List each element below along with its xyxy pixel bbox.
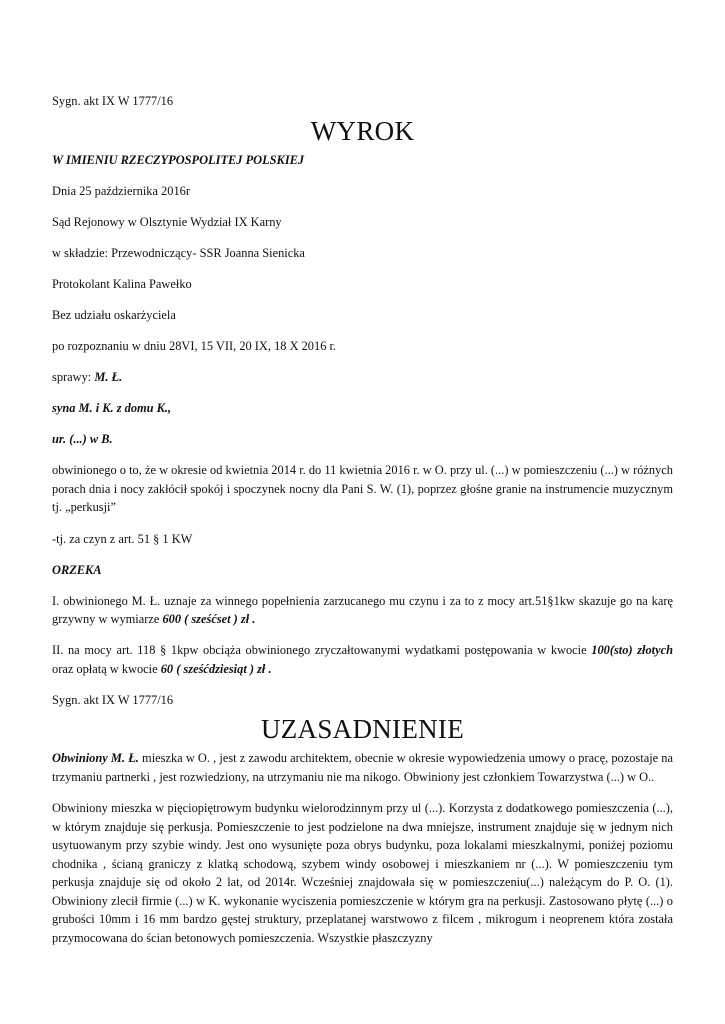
document-subtitle: W IMIENIU RZECZYPOSPOLITEJ POLSKIEJ [52,152,305,167]
ruling-item-1 [52,592,673,629]
justification-defendant: Obwiniony M. Ł. [52,751,139,766]
birth-line: ur. (...) w B. [52,432,113,447]
defendant-name: M. Ł. [94,370,123,385]
case-signature: Sygn. akt IX W 1777/16 [52,94,174,108]
parents-line: syna M. i K. z domu K., [52,401,172,416]
ruling-item-1-fine: 600 ( sześćset ) zł . [162,612,256,627]
ruling-item-2-fee: 60 ( sześćdziesiąt ) zł . [160,661,272,676]
ruling-heading: ORZEKA [52,562,102,577]
document-title: WYROK [310,115,415,146]
ruling-item-2-mid: oraz opłatą w kwocie [52,661,161,676]
justification-p1-text: mieszka w O. , jest z zawodu architektem, obecnie w okresie wypowiedzenia umowy o pracę, pozostaje na trzymaniu partnerki , jest rozwiedziony, na utrzymaniu nie ma nikogo. Obwiniony jest członkiem Towarzystwa (...) w O.. [52,751,673,784]
clerk-line: Protokolant Kalina Pawełko [52,276,192,291]
composition-line: w składzie: Przewodniczący- SSR Joanna Sienicka [52,245,305,260]
ruling-item-2 [52,641,673,678]
hearing-line: po rozpoznaniu w dniu 28VI, 15 VII, 20 IX, 18 X 2016 r. [52,339,337,354]
ruling-item-2-costs: 100(sto) złotych [591,643,673,658]
justification-signature: Sygn. akt IX W 1777/16 [52,692,174,707]
court-line: Sąd Rejonowy w Olsztynie Wydział IX Karny [52,214,282,229]
date-line: Dnia 25 października 2016r [52,183,190,198]
case-prefix: sprawy: [52,370,95,385]
justification-paragraph-2: Obwiniony mieszka w pięciopiętrowym budynku wielorodzinnym przy ul (...). Korzysta z dodatkowego pomieszczenia (...), w którym znajduje się perkusja. Pomieszczenie to jest podzielone na dwa mniejsze, instrument znajduje się w jednym nich usytuowanym przy szybie windy. Jest ono wysunięte poza obrys budynku, poza lokalami mieszkalnymi, poniżej poziomu chodnika , ścianą graniczy z klatką schodową, szybem windy osobowej i mieszkaniem nr (...). W pomieszczeniu tym perkusja znajduje się od około 2 lat, od 2014r. Wcześniej znajdowała się w pomieszczeniu(...) należącym do P. O. (1). Obwiniony zlecił firmie (...) w K. wykonanie wyciszenia pomieszczenie w którym gra na perkusji. Zastosowano płytę (...) o grubości 10mm i 16 mm bardzo gęstej struktury, przeplatanej warstwowo z filcem , mikrogum i neoprenem która została przymocowana do ścian betonowych pomieszczenia. Wszystkie płaszczyzny [52,801,673,945]
justification-title: UZASADNIENIE [260,714,465,745]
case-line [52,368,673,387]
charge-article: -tj. za czyn z art. 51 § 1 KW [52,531,193,546]
charge-paragraph: obwinionego o to, że w okresie od kwietnia 2014 r. do 11 kwietnia 2016 r. w O. przy ul. (...) w pomieszczeniu (...) w różnych porach dnia i nocy zakłócił spokój i spoczynek nocny dla Pani S. W. (1), poprzez głośne granie na instrumencie muzycznym tj. „perkusji” [52,463,673,515]
justification-paragraph-1 [52,749,673,786]
prosecutor-line: Bez udziału oskarżyciela [52,307,176,322]
ruling-item-2-text: II. na mocy art. 118 § 1kpw obciąża obwinionego zryczałtowanymi wydatkami postępowania w kwocie [52,643,592,658]
ruling-item-1-text: I. obwinionego M. Ł. uznaje za winnego popełnienia zarzucanego mu czynu i za to z mocy art.51§1kw skazuje go na karę grzywny w wymiarze [52,593,673,627]
